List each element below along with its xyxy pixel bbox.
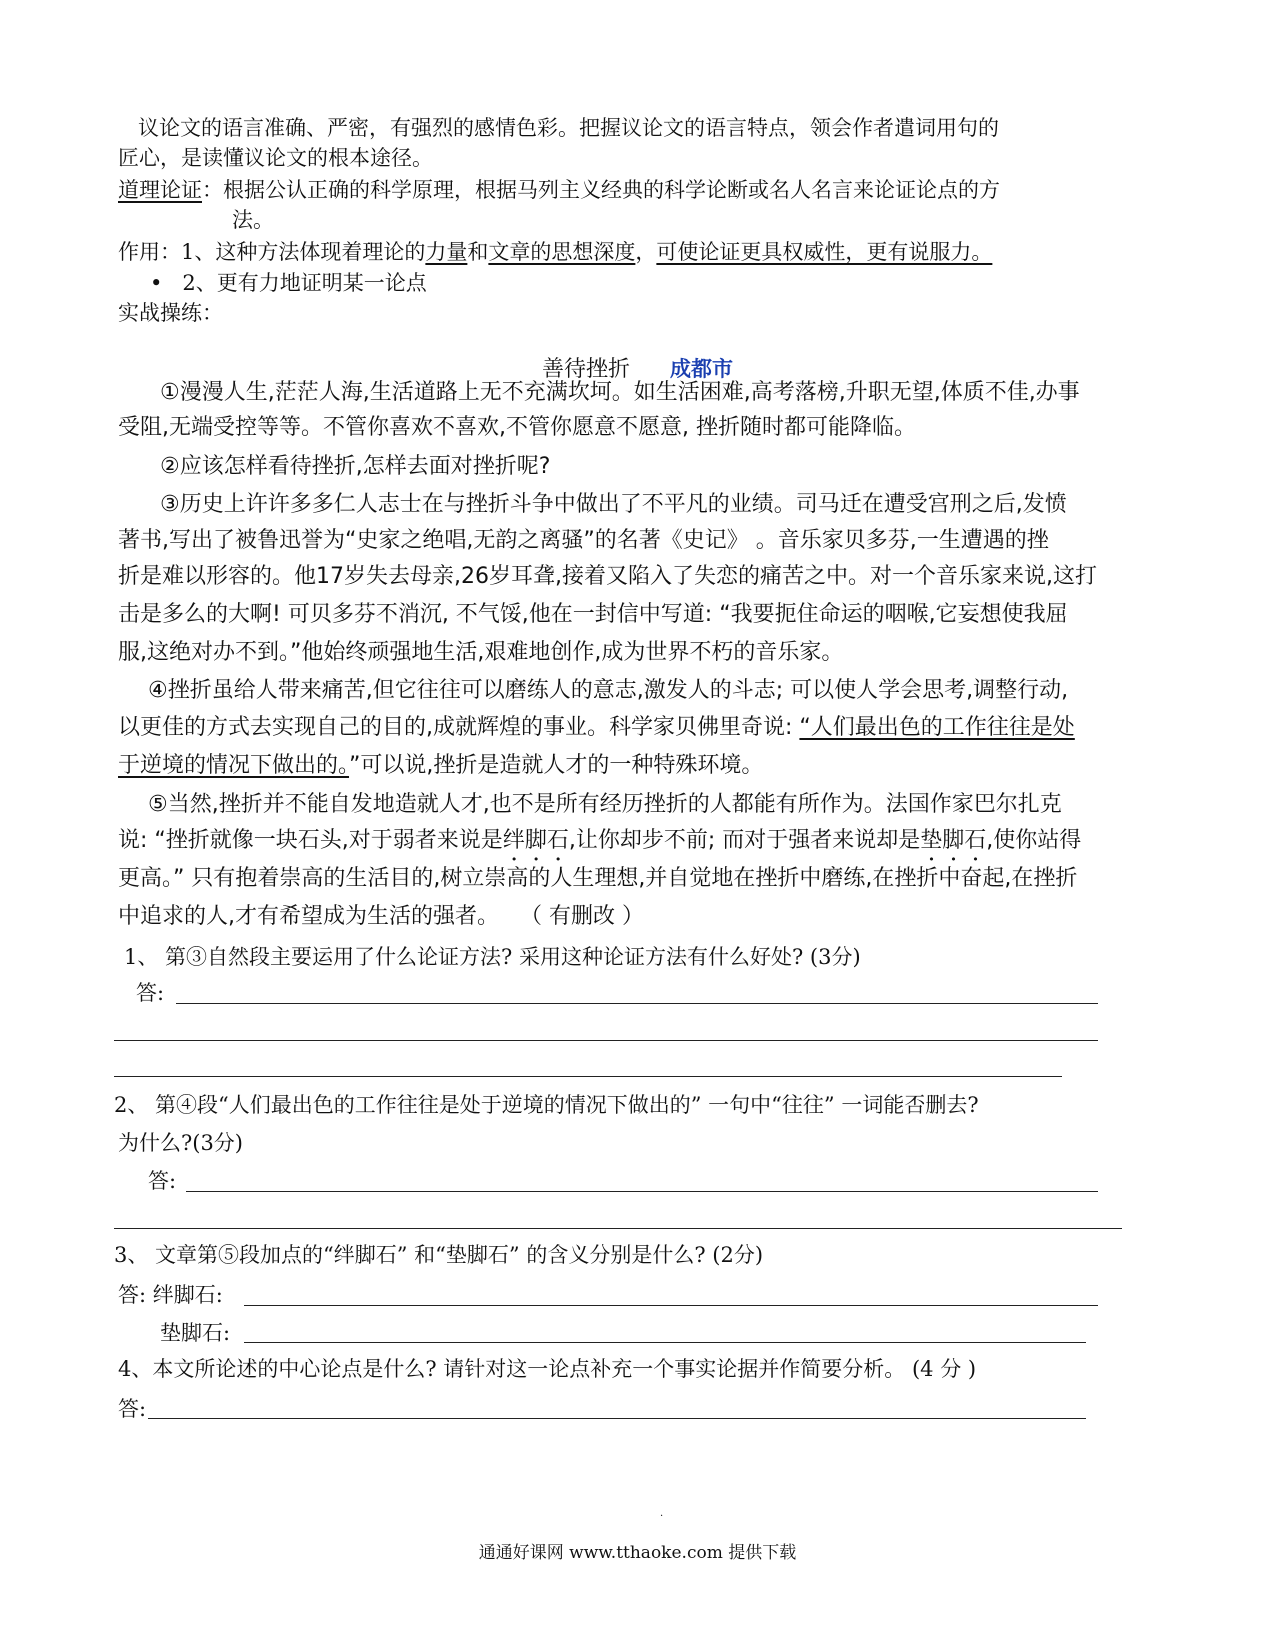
use-underline-3: 可使论证更具权威性，更有说服力。: [656, 240, 993, 264]
p5-line-2: [118, 826, 1081, 866]
p4-quote-part-2: 于逆境的情况下做出的。: [118, 753, 350, 778]
p5-line-1: ⑤当然,挫折并不能自发地造就人才,也不是所有经历挫折的人都能有所作为。法国作家巴尔扎克: [148, 792, 1062, 817]
use-underline-1: 力量: [425, 240, 468, 264]
dotted-word-stepping-stone: 垫脚石: [920, 828, 987, 853]
q1-answer-line-3[interactable]: [114, 1076, 1062, 1077]
q1-answer-line-1[interactable]: [176, 1003, 1098, 1004]
page-dot: .: [660, 1508, 664, 1519]
q3-answer-stepping-label: 垫脚石:: [160, 1321, 231, 1345]
practice-label: 实战操练：: [118, 301, 223, 325]
question-2-line-2: 为什么?(3分): [118, 1131, 244, 1155]
theory-def-1: ：根据公认正确的科学原理，根据马列主义经典的科学论断或名人名言来论证论点的方: [202, 178, 1000, 202]
q4-answer-line[interactable]: [148, 1418, 1086, 1419]
bullet-icon: •: [150, 271, 183, 295]
q2-answer-line-1[interactable]: [186, 1191, 1098, 1192]
q2-answer-label: 答:: [148, 1169, 177, 1193]
p3-line-3: 折是难以形容的。他17岁失去母亲,26岁耳聋,接着又陷入了失恋的痛苦之中。对一个音乐家来说,这打: [118, 564, 1097, 589]
p4-line-2: [118, 713, 1075, 743]
use-and: 和: [467, 240, 489, 264]
theory-use-2: [150, 268, 427, 298]
use-2-text: 2、更有力地证明某一论点: [182, 271, 427, 295]
p1-line-1: ①漫漫人生,茫茫人海,生活道路上无不充满坎坷。如生活困难,高考落榜,升职无望,体质不佳,办事: [160, 380, 1080, 405]
q1-answer-label: 答:: [136, 981, 165, 1005]
question-4: 4、本文所论述的中心论点是什么? 请针对这一论点补充一个事实论据并作简要分析。 (4 分 ): [118, 1357, 977, 1381]
article-title: 善待挫折: [541, 357, 630, 382]
p3-line-5: 服,这绝对办不到。”他始终顽强地生活,艰难地创作,成为世界不朽的音乐家。: [118, 640, 844, 665]
p5-line-4: [118, 902, 644, 932]
p2: ②应该怎样看待挫折,怎样去面对挫折呢?: [160, 454, 551, 479]
p4-line-1: ④挫折虽给人带来痛苦,但它往往可以磨练人的意志,激发人的斗志; 可以使人学会思考,调整行动,: [148, 678, 1069, 703]
p5-line-4-text: 中追求的人,才有希望成为生活的强者。: [118, 904, 499, 929]
article-city: 成都市: [670, 357, 733, 381]
p4-line-2-text: 以更佳的方式去实现自己的目的,成就辉煌的事业。科学家贝佛里奇说:: [118, 715, 800, 740]
footer-credit: 通通好课网 www.tthaoke.com 提供下载: [478, 1543, 797, 1563]
p5-line-2-c: ,使你站得: [986, 828, 1082, 853]
q2-answer-line-2[interactable]: [114, 1228, 1122, 1229]
q3-answer-stumbling-line[interactable]: [244, 1305, 1098, 1306]
question-1: 1、 第③自然段主要运用了什么论证方法? 采用这种论证方法有什么好处? (3分): [124, 945, 861, 969]
p4-quote-part-1: “人们最出色的工作往往是处: [799, 715, 1075, 740]
intro-line-1: 议论文的语言准确、严密，有强烈的感情色彩。把握议论文的语言特点，领会作者遣词用句的: [138, 116, 999, 140]
dotted-word-stumbling-block: 绊脚石: [502, 828, 569, 853]
p1-line-2: 受阻,无端受控等等。不管你喜欢不喜欢,不管你愿意不愿意, 挫折随时都可能降临。: [118, 415, 916, 440]
p5-line-3: 更高。” 只有抱着崇高的生活目的,树立崇高的人生理想,并自觉地在挫折中磨练,在挫折中奋起,在挫折: [118, 866, 1078, 891]
use-underline-2: 文章的思想深度: [488, 240, 636, 264]
p3-line-2: 著书,写出了被鲁迅誉为“史家之绝唱,无韵之离骚”的名著《史记》 。音乐家贝多芬,一生遭遇的挫: [118, 528, 1049, 553]
use-label: 作用：1、这种方法体现着理论的: [118, 240, 426, 264]
p3-line-1: ③历史上许许多多仁人志士在与挫折斗争中做出了不平凡的业绩。司马迁在遭受宫刑之后,发愤: [160, 492, 1067, 517]
question-2-line-1: 2、 第④段“人们最出色的工作往往是处于逆境的情况下做出的” 一句中“往往” 一词能否删去?: [114, 1093, 979, 1117]
theory-use-1: [118, 237, 992, 267]
p4-line-3-text: ”可以说,挫折是造就人才的一种特殊环境。: [349, 753, 764, 778]
use-comma: ，: [635, 240, 657, 264]
p5-line-2-a: 说: “挫折就像一块石头,对于弱者来说是: [118, 828, 503, 853]
q3-answer-stepping-line[interactable]: [244, 1342, 1086, 1343]
p3-line-4: 击是多么的大啊! 可贝多芬不消沉, 不气馁,他在一封信中写道: “我要扼住命运的咽喉,它妄想使我屈: [118, 602, 1068, 627]
p4-line-3: [118, 751, 763, 781]
question-3: 3、 文章第⑤段加点的“绊脚石” 和“垫脚石” 的含义分别是什么? (2分): [114, 1243, 764, 1267]
edit-note: （ 有删改 ）: [519, 904, 644, 929]
intro-line-2: 匠心，是读懂议论文的根本途径。: [118, 146, 433, 170]
q4-answer-label: 答:: [118, 1397, 147, 1421]
theory-def-2: 法。: [232, 208, 274, 232]
theory-definition: [118, 175, 1000, 205]
q3-answer-stumbling-label: 答: 绊脚石:: [118, 1283, 223, 1307]
theory-term: 道理论证: [118, 178, 202, 202]
p5-line-2-b: ,让你却步不前; 而对于强者来说却是: [568, 828, 921, 853]
q1-answer-line-2[interactable]: [114, 1040, 1098, 1041]
